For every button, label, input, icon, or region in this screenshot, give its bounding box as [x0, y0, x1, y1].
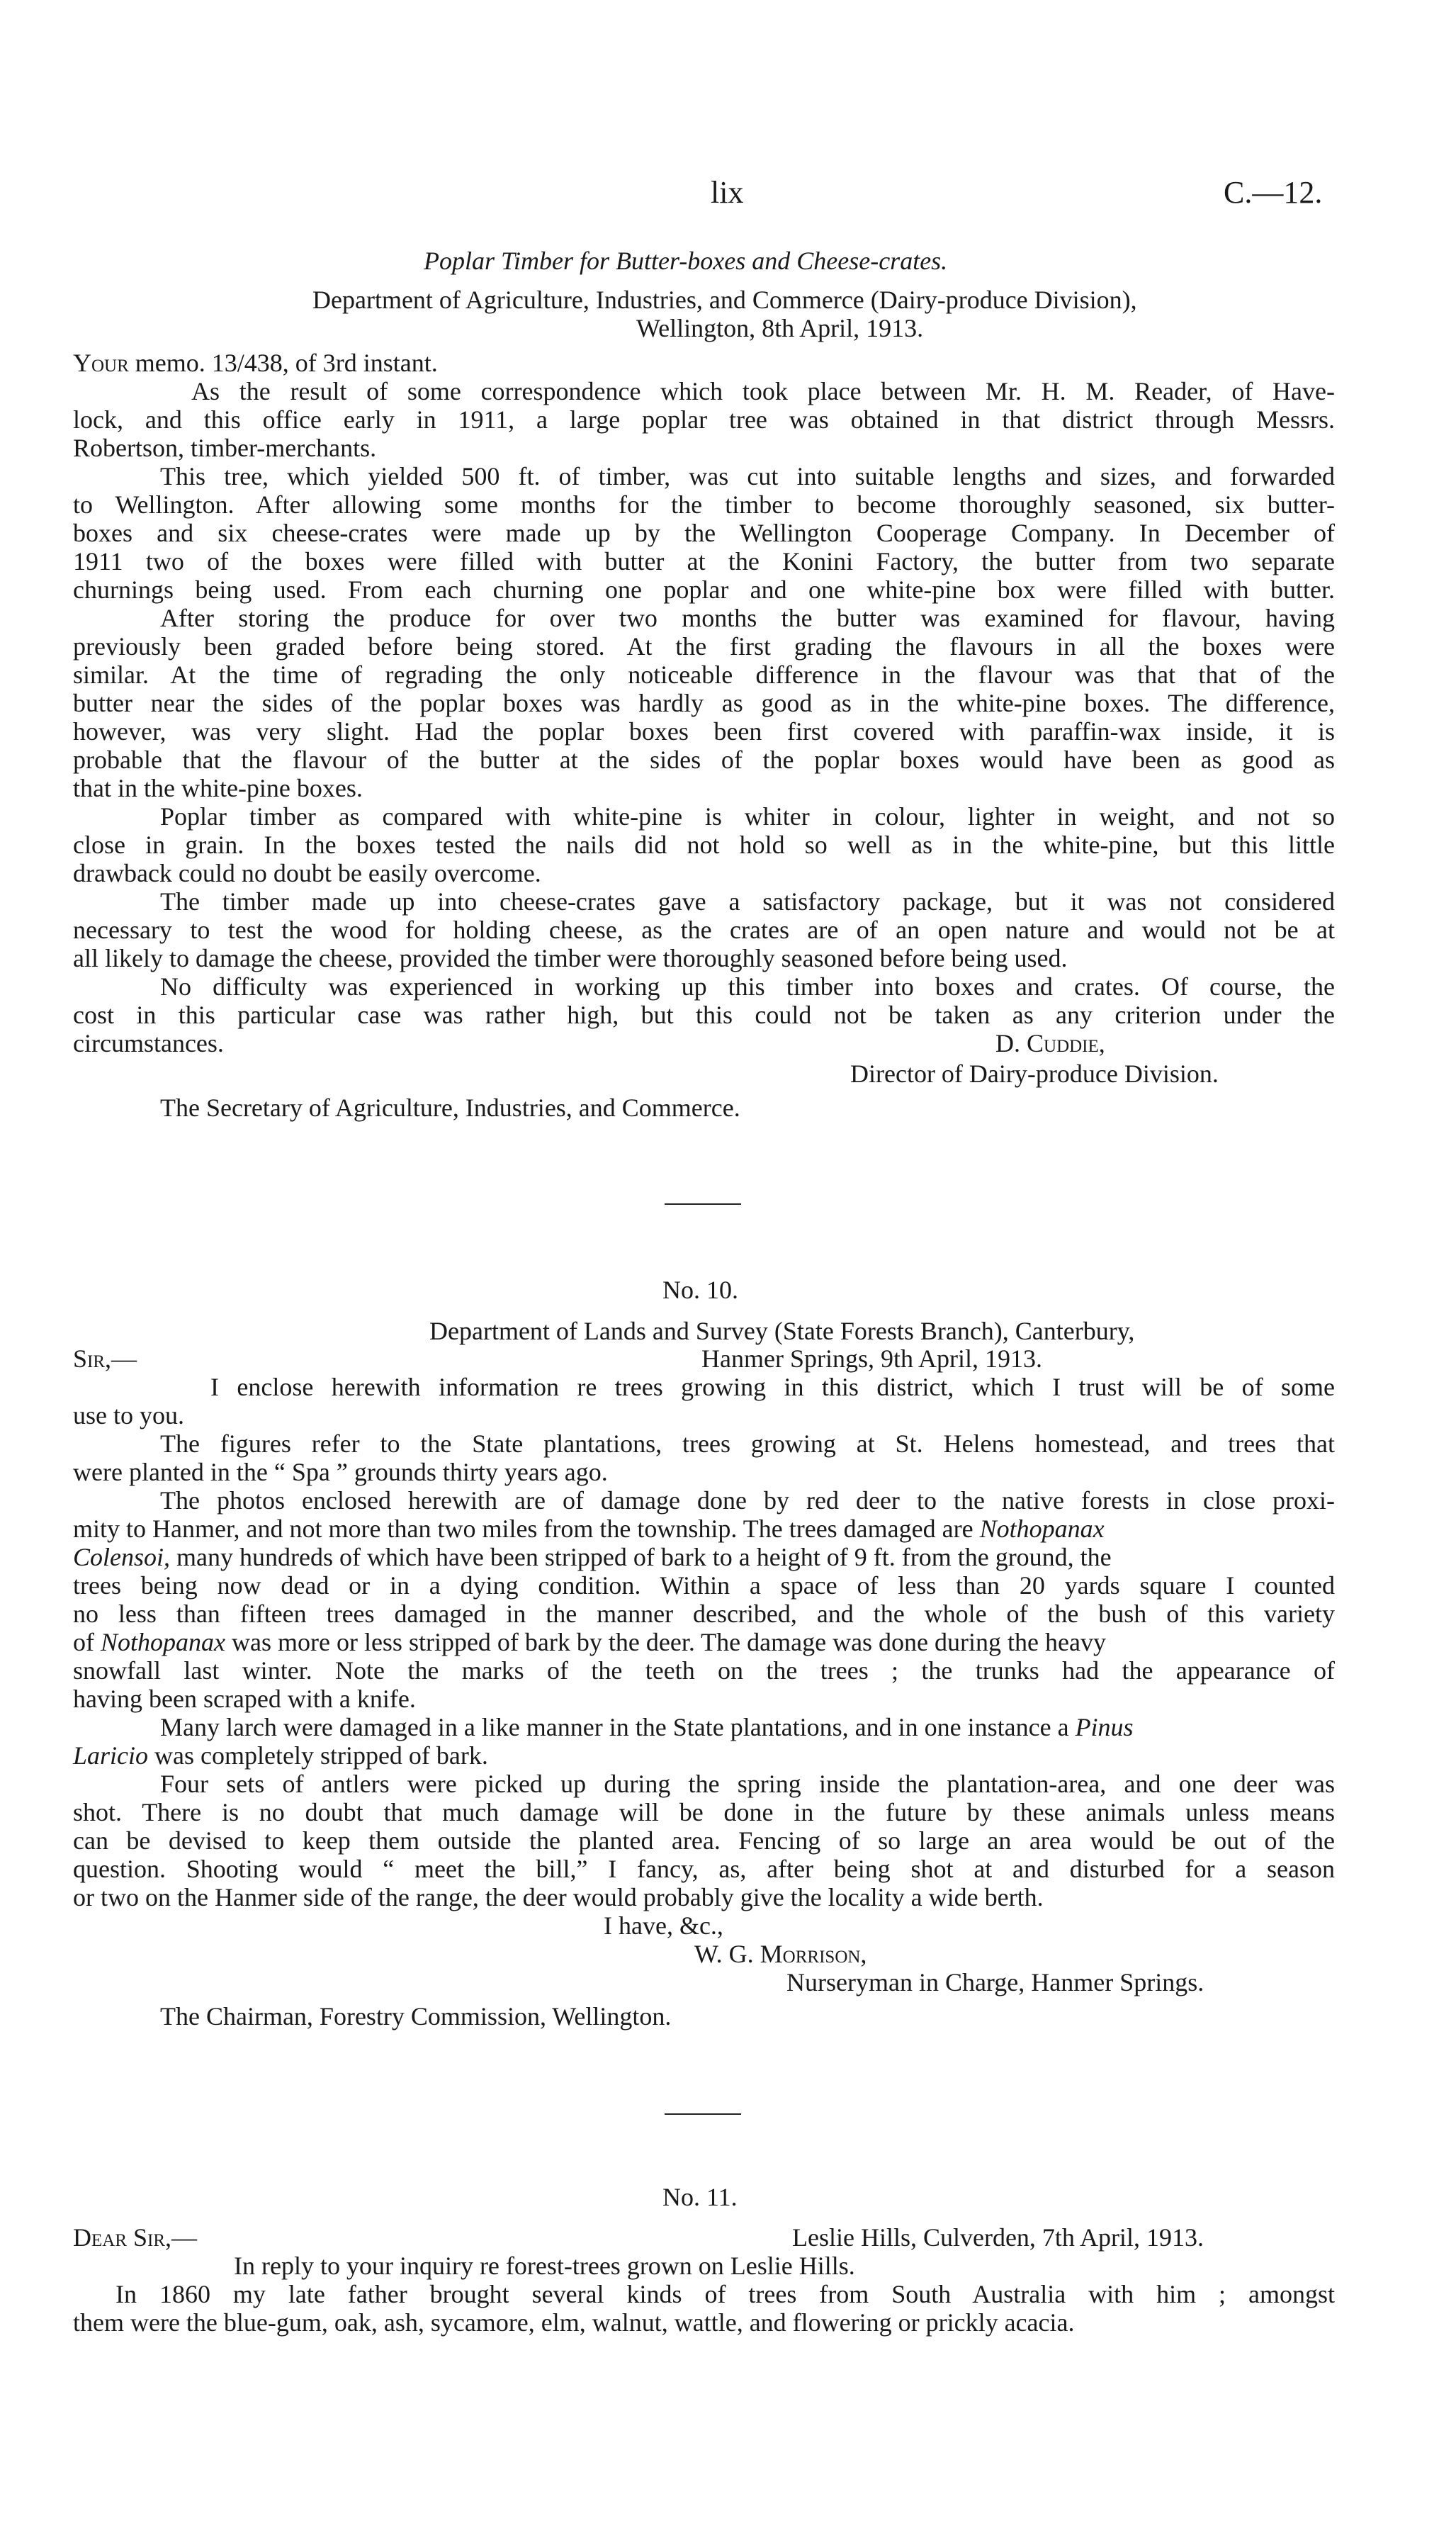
dept-line: Department of Agriculture, Industries, and Commerce (Dairy-produce Division),: [312, 286, 1137, 314]
paragraph-line: In 1860 my late father brought several kinds of trees from South Australia with him ; amongst: [115, 2280, 1335, 2308]
salutation-rest: memo. 13/438, of 3rd instant.: [128, 349, 438, 377]
paragraph-line: snowfall last winter. Note the marks of the teeth on the trees ; the trunks had the appearance of: [73, 1656, 1335, 1685]
salutation: Sir,—: [73, 1344, 137, 1373]
paragraph-line: shot. There is no doubt that much damage will be done in the future by these animals unless means: [73, 1798, 1335, 1826]
paragraph-line: no less than fifteen trees damaged in the manner described, and the whole of the bush of this variety: [73, 1600, 1335, 1628]
paragraph-line: 1911 two of the boxes were filled with butter at the Konini Factory, the butter from two separate: [73, 547, 1335, 575]
paragraph-line: Four sets of antlers were picked up during the spring inside the plantation-area, and one deer was: [160, 1770, 1335, 1798]
paragraph-line: having been scraped with a knife.: [73, 1685, 416, 1713]
species-name: Laricio: [73, 1741, 149, 1770]
paragraph-line: [73, 1741, 488, 1770]
paragraph-line: previously been graded before being stored. At the first grading the flavours in all the boxes were: [73, 632, 1335, 661]
dept-date: Wellington, 8th April, 1913.: [636, 314, 924, 342]
paragraph-line: I enclose herewith information re trees growing in this district, which I trust will be of some: [210, 1373, 1335, 1401]
paragraph-line: [73, 1515, 1335, 1543]
section-number: No. 10.: [662, 1276, 738, 1304]
section-number: No. 11.: [662, 2183, 738, 2211]
paragraph-line: The photos enclosed herewith are of damage done by red deer to the native forests in close proxi-: [160, 1486, 1335, 1515]
paragraph-line: butter near the sides of the poplar boxes was hardly as good as in the white-pine boxes. The difference,: [73, 689, 1335, 717]
page-number: lix: [711, 175, 744, 210]
signatory-name: D. Cuddie,: [995, 1029, 1105, 1057]
paragraph-line: necessary to test the wood for holding cheese, as the crates are of an open nature and would not be at: [73, 916, 1335, 944]
text-span: mity to Hanmer, and not more than two miles from the township. The trees damaged are: [73, 1515, 974, 1543]
paragraph-line: [73, 1543, 1335, 1571]
text-span: Many larch were damaged in a like manner in the State plantations, and in one instance a: [160, 1713, 1069, 1741]
paragraph-line: After storing the produce for over two months the butter was examined for flavour, having: [160, 604, 1335, 632]
paragraph-line: [73, 1628, 1335, 1656]
paragraph-line: them were the blue-gum, oak, ash, sycamore, elm, walnut, wattle, and flowering or prickly acacia.: [73, 2308, 1075, 2337]
section-title: Poplar Timber for Butter-boxes and Cheese-crates.: [424, 247, 948, 275]
paper-code: C.—12.: [1224, 175, 1323, 210]
letter-address: Leslie Hills, Culverden, 7th April, 1913.: [792, 2223, 1204, 2252]
paragraph-line: drawback could no doubt be easily overcome.: [73, 859, 541, 887]
species-name: Pinus: [1075, 1713, 1134, 1741]
paragraph-line: question. Shooting would “ meet the bill,” I fancy, as, after being shot at and disturbed for a season: [73, 1855, 1335, 1883]
paragraph-line: This tree, which yielded 500 ft. of timber, was cut into suitable lengths and sizes, and forwarded: [160, 462, 1335, 490]
salutation-sc: Your: [73, 349, 129, 377]
salutation: Dear Sir,—: [73, 2223, 198, 2252]
signatory-title: Nurseryman in Charge, Hanmer Springs.: [786, 1968, 1204, 1996]
species-name: Colensoi,: [73, 1543, 171, 1571]
paragraph-line: The figures refer to the State plantations, trees growing at St. Helens homestead, and trees that: [160, 1429, 1335, 1458]
section-divider: [665, 2113, 741, 2115]
dept-date: Hanmer Springs, 9th April, 1913.: [701, 1344, 1042, 1373]
text-span: was more or less stripped of bark by the deer. The damage was done during the heavy: [232, 1628, 1106, 1656]
paragraph-line: or two on the Hanmer side of the range, the deer would probably give the locality a wide berth.: [73, 1883, 1044, 1911]
paragraph-line: similar. At the time of regrading the only noticeable difference in the flavour was that that of the: [73, 661, 1335, 689]
paragraph-line: use to you.: [73, 1401, 184, 1429]
salutation: [73, 349, 438, 377]
paragraph-line: all likely to damage the cheese, provided the timber were thoroughly seasoned before being used.: [73, 944, 1068, 972]
section-divider: [665, 1203, 741, 1205]
addressee: The Chairman, Forestry Commission, Wellington.: [160, 2002, 672, 2030]
signatory-name: W. G. Morrison,: [694, 1940, 867, 1968]
paragraph-line: The timber made up into cheese-crates gave a satisfactory package, but it was not considered: [160, 887, 1335, 916]
text-span: of: [73, 1628, 94, 1656]
paragraph-line: cost in this particular case was rather high, but this could not be taken as any criterion under the: [73, 1001, 1335, 1029]
paragraph-line: [160, 1713, 1335, 1741]
paragraph-line: trees being now dead or in a dying condition. Within a space of less than 20 yards square I counted: [73, 1571, 1335, 1600]
paragraph-line: No difficulty was experienced in working up this timber into boxes and crates. Of course, the: [160, 972, 1335, 1001]
paragraph-line: to Wellington. After allowing some months for the timber to become thoroughly seasoned, six butter-: [73, 490, 1335, 519]
closing: I have, &c.,: [604, 1911, 723, 1940]
paragraph-line: boxes and six cheese-crates were made up by the Wellington Cooperage Company. In December of: [73, 519, 1335, 547]
paragraph-line: churnings being used. From each churning one poplar and one white-pine box were filled with butter.: [73, 575, 1335, 604]
paragraph-line: that in the white-pine boxes.: [73, 774, 363, 802]
paragraph-line: Poplar timber as compared with white-pine is whiter in colour, lighter in weight, and not so: [160, 802, 1335, 831]
paragraph-line: lock, and this office early in 1911, a large poplar tree was obtained in that district through Messrs.: [73, 405, 1335, 434]
paragraph-line: however, was very slight. Had the poplar boxes been first covered with paraffin-wax inside, it is: [73, 717, 1335, 746]
paragraph-line: In reply to your inquiry re forest-trees grown on Leslie Hills.: [234, 2252, 855, 2280]
paragraph-line: As the result of some correspondence which took place between Mr. H. M. Reader, of Have-: [191, 377, 1335, 405]
text-span: was completely stripped of bark.: [154, 1741, 488, 1770]
paragraph-line: Robertson, timber-merchants.: [73, 434, 377, 462]
dept-line: Department of Lands and Survey (State Forests Branch), Canterbury,: [429, 1317, 1135, 1345]
paragraph-line: probable that the flavour of the butter at the sides of the poplar boxes would have been as good as: [73, 746, 1335, 774]
text-span: many hundreds of which have been stripped of bark to a height of 9 ft. from the ground, the: [176, 1543, 1112, 1571]
paragraph-line: close in grain. In the boxes tested the nails did not hold so well as in the white-pine, but this little: [73, 831, 1335, 859]
species-name: Nothopanax: [101, 1628, 225, 1656]
species-name: Nothopanax: [979, 1515, 1105, 1543]
paragraph-line: were planted in the “ Spa ” grounds thirty years ago.: [73, 1458, 608, 1486]
paragraph-line: can be devised to keep them outside the planted area. Fencing of so large an area would be out of the: [73, 1826, 1335, 1855]
signatory-title: Director of Dairy-produce Division.: [850, 1060, 1219, 1088]
paragraph-line: circumstances.: [73, 1029, 224, 1057]
addressee: The Secretary of Agriculture, Industries, and Commerce.: [160, 1094, 740, 1122]
